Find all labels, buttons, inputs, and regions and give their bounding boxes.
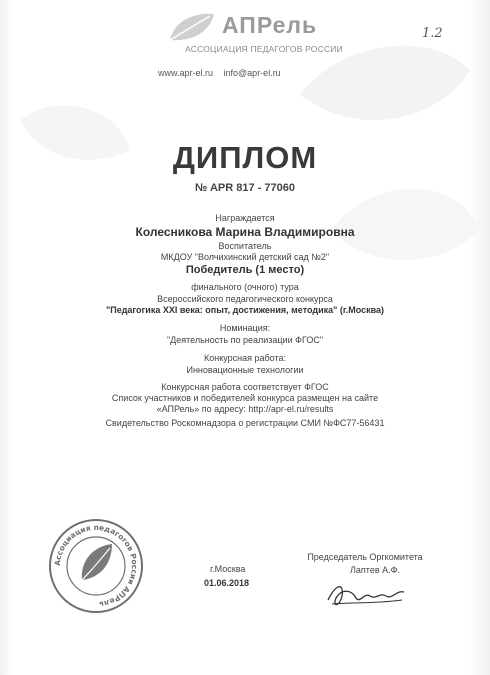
chair-title: Председатель Оргкомитета: [307, 552, 423, 562]
result: Победитель (1 место): [185, 264, 305, 276]
seal-text: Ассоциация педагогов России АПРель: [52, 522, 140, 609]
contest-title: "Педагогика XXI века: опыт, достижения, методика" (г.Москва): [105, 305, 385, 315]
awarded-label: Награждается: [215, 213, 275, 223]
list-note-2: «АПРель» по адресу: http://apr-el.ru/results: [156, 404, 334, 414]
list-note-1: Список участников и победителей конкурса размещен на сайте: [111, 393, 379, 403]
website-link[interactable]: www.apr-el.ru: [158, 68, 214, 78]
registration-note: Свидетельство Роскомнадзора о регистрации СМИ №ФС77-56431: [105, 418, 385, 428]
work-title: Инновационные технологии: [186, 365, 304, 375]
compliance-note: Конкурсная работа соответствует ФГОС: [161, 382, 329, 392]
nomination-label: Номинация:: [219, 323, 271, 333]
recipient-name: Колесникова Марина Владимировна: [135, 225, 355, 239]
header-logo-block: [166, 10, 366, 60]
round: финального (очного) тура: [191, 282, 299, 292]
leaf-logo-icon: [166, 10, 218, 44]
brand-name: АПРель: [222, 12, 318, 38]
work-label: Конкурсная работа:: [203, 353, 286, 363]
issue-date: 01.06.2018: [204, 578, 250, 588]
city: г.Москва: [210, 564, 246, 574]
signature-icon: [322, 578, 412, 612]
email-link[interactable]: info@apr-el.ru: [223, 68, 281, 78]
chair-name: Лаптев А.Ф.: [350, 565, 400, 575]
contest: Всероссийского педагогического конкурса: [157, 294, 333, 304]
brand-subtitle: АССОЦИАЦИЯ ПЕДАГОГОВ РОССИИ: [185, 44, 343, 54]
nomination: "Деятельность по реализации ФГОС": [166, 335, 324, 345]
contacts: [158, 68, 289, 78]
organization-seal-icon: [48, 518, 144, 614]
recipient-organization: МКДОУ "Волчихинский детский сад №2": [160, 252, 330, 262]
handwritten-mark: 1.2: [422, 26, 443, 41]
diploma-number: № APR 817 - 77060: [195, 182, 295, 194]
diploma-title: ДИПЛОМ: [172, 140, 318, 175]
recipient-position: Воспитатель: [218, 241, 272, 251]
